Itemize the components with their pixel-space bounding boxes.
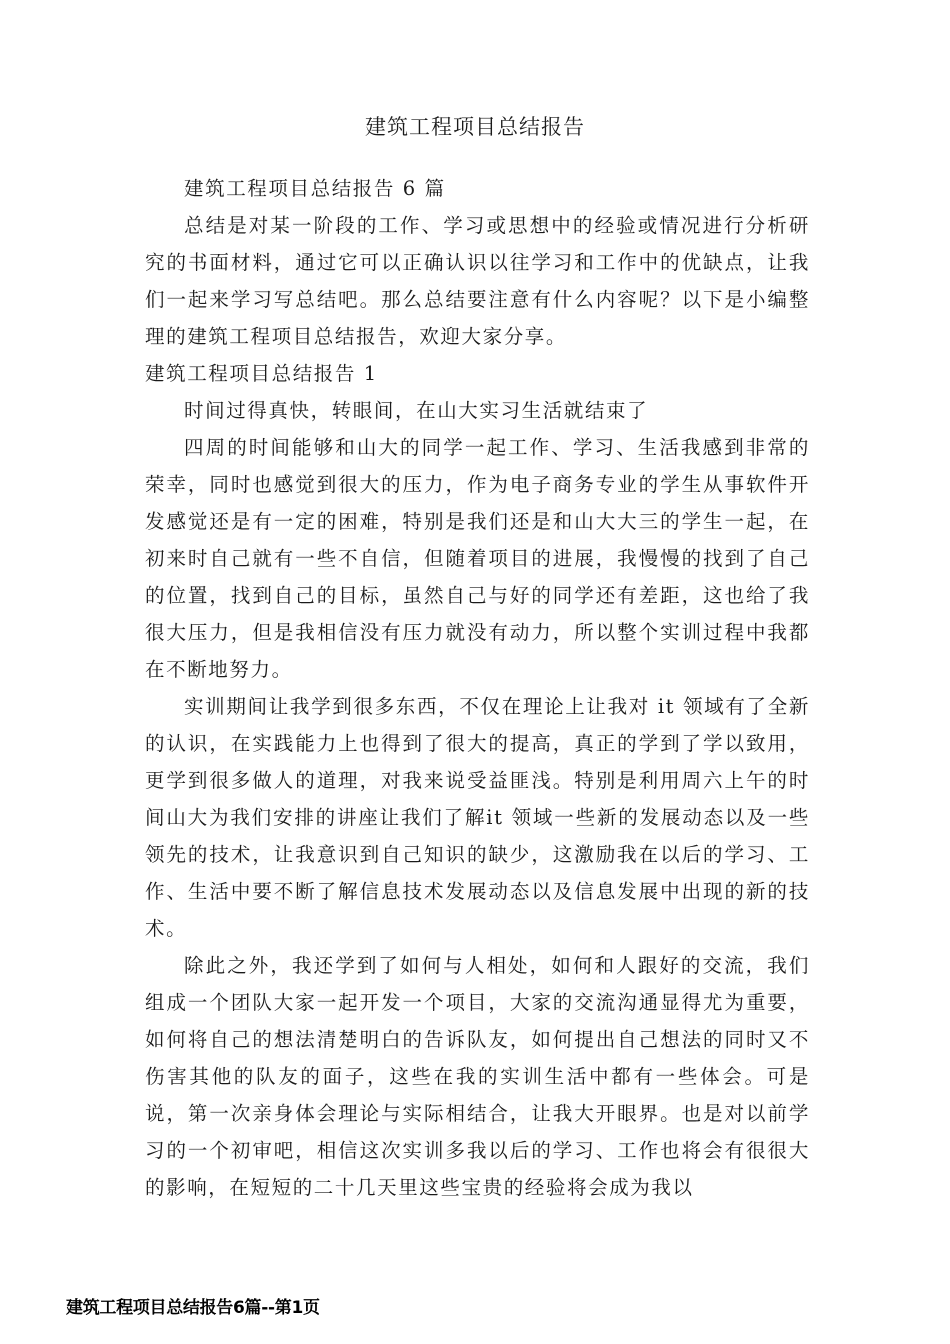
section-heading: 建筑工程项目总结报告 1 bbox=[145, 362, 378, 385]
page-footer: 建筑工程项目总结报告6篇--第1页 bbox=[66, 1298, 320, 1318]
paragraph-intro: 总结是对某一阶段的工作、学习或思想中的经验或情况进行分析研究的书面材料，通过它可以正确认识以往学习和工作中的优缺点，让我们一起来学习写总结吧。那么总结要注意有什么内容呢？以下是小编整理的建筑工程项目总结报告，欢迎大家分享。 bbox=[145, 214, 810, 348]
document-subtitle: 建筑工程项目总结报告 6 篇 bbox=[184, 177, 446, 200]
page-title: 建筑工程项目总结报告 bbox=[365, 115, 585, 139]
paragraph: 时间过得真快，转眼间，在山大实习生活就结束了 bbox=[184, 399, 649, 422]
paragraph: 四周的时间能够和山大的同学一起工作、学习、生活我感到非常的荣幸，同时也感觉到很大的压力，作为电子商务专业的学生从事软件开发感觉还是有一定的困难，特别是我们还是和山大大三的学生一起，在初来时自己就有一些不自信，但随着项目的进展，我慢慢的找到了自己的位置，找到自己的目标，虽然自己与好的同学还有差距，这也给了我很大压力，但是我相信没有压力就没有动力，所以整个实训过程中我都在不断地努力。 bbox=[145, 436, 810, 681]
document-body bbox=[145, 170, 810, 1206]
paragraph: 除此之外，我还学到了如何与人相处，如何和人跟好的交流，我们组成一个团队大家一起开发一个项目，大家的交流沟通显得尤为重要，如何将自己的想法清楚明白的告诉队友，如何提出自己想法的同时又不伤害其他的队友的面子，这些在我的实训生活中都有一些体会。可是说，第一次亲身体会理论与实际相结合，让我大开眼界。也是对以前学习的一个初审吧，相信这次实训多我以后的学习、工作也将会有很很大的影响，在短短的二十几天里这些宝贵的经验将会成为我以 bbox=[145, 954, 810, 1199]
paragraph: 实训期间让我学到很多东西，不仅在理论上让我对 it 领域有了全新的认识，在实践能力上也得到了很大的提高，真正的学到了学以致用，更学到很多做人的道理，对我来说受益匪浅。特别是利用周六上午的时间山大为我们安排的讲座让我们了解it 领域一些新的发展动态以及一些领先的技术，让我意识到自己知识的缺少，这激励我在以后的学习、工作、生活中要不断了解信息技术发展动态以及信息发展中出现的新的技术。 bbox=[145, 695, 810, 940]
